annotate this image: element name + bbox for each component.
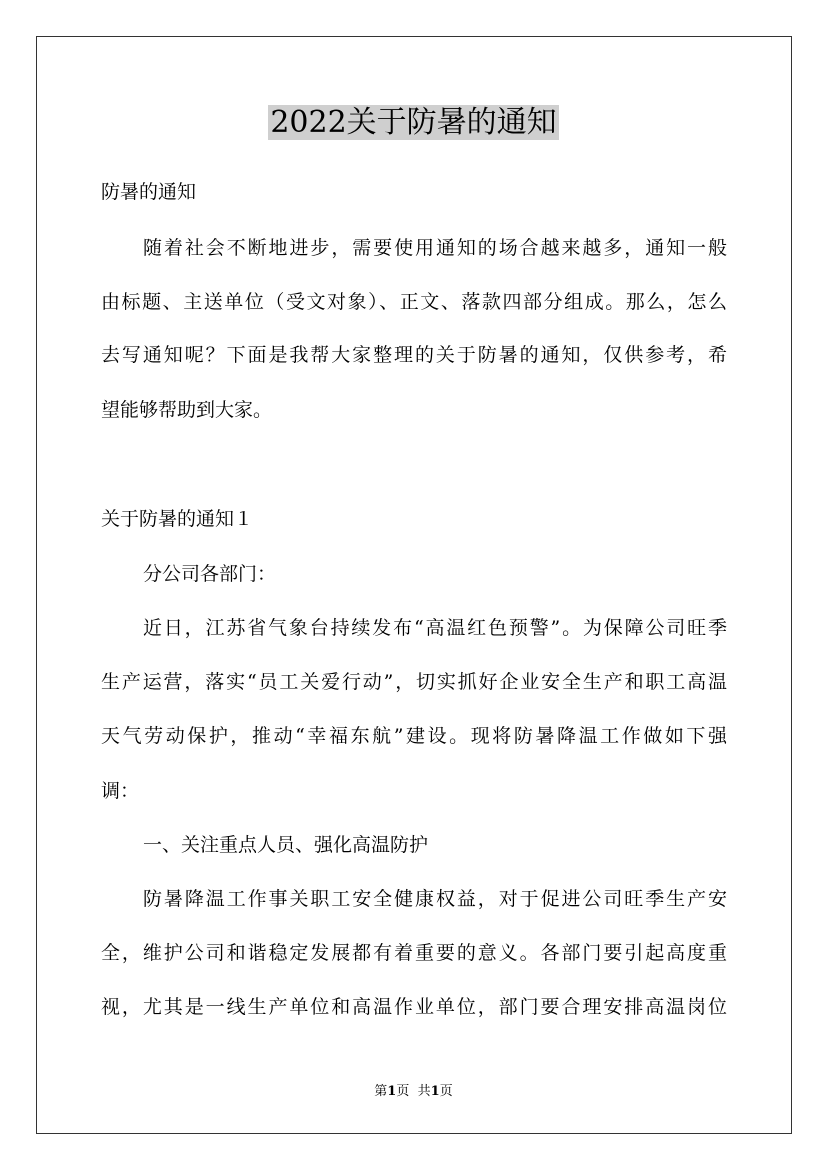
paragraph-line: 调：	[101, 780, 140, 802]
paragraph-line: 视，尤其是一线生产单位和高温作业单位，部门要合理安排高温岗位	[101, 996, 727, 1018]
total-label-suffix: 页	[439, 1084, 453, 1099]
section-heading: 防暑的通知	[101, 181, 197, 203]
paragraph-line: 天气劳动保护，推动“幸福东航”建设。现将防暑降温工作做如下强	[101, 725, 727, 747]
paragraph-line: 去写通知呢？下面是我帮大家整理的关于防暑的通知，仅供参考，希	[101, 344, 727, 366]
total-pages: 1	[430, 1084, 440, 1099]
salutation: 分公司各部门：	[143, 563, 277, 585]
paragraph-line: 由标题、主送单位（受文对象）、正文、落款四部分组成。那么，怎么	[101, 291, 727, 313]
document-title	[0, 103, 827, 143]
subsection-heading: 一、关注重点人员、强化高温防护	[143, 834, 429, 856]
page-label-prefix: 第	[374, 1084, 388, 1099]
paragraph-line: 防暑降温工作事关职工安全健康权益，对于促进公司旺季生产安	[143, 888, 727, 910]
paragraph-line: 近日，江苏省气象台持续发布“高温红色预警”。为保障公司旺季	[143, 617, 727, 639]
paragraph-line: 望能够帮助到大家。	[101, 399, 273, 421]
paragraph-line: 全，维护公司和谐稳定发展都有着重要的意义。各部门要引起高度重	[101, 942, 727, 964]
paragraph-line: 随着社会不断地进步，需要使用通知的场合越来越多，通知一般	[143, 237, 727, 259]
total-label-prefix: 共	[417, 1084, 431, 1099]
page-label-suffix: 页	[396, 1084, 410, 1099]
page-number: 1	[387, 1084, 397, 1099]
section-heading: 关于防暑的通知１	[101, 508, 254, 530]
document-title-text: 2022关于防暑的通知	[270, 105, 557, 140]
page-footer	[0, 1083, 827, 1101]
paragraph-line: 生产运营，落实“员工关爱行动”，切实抓好企业安全生产和职工高温	[101, 671, 727, 693]
